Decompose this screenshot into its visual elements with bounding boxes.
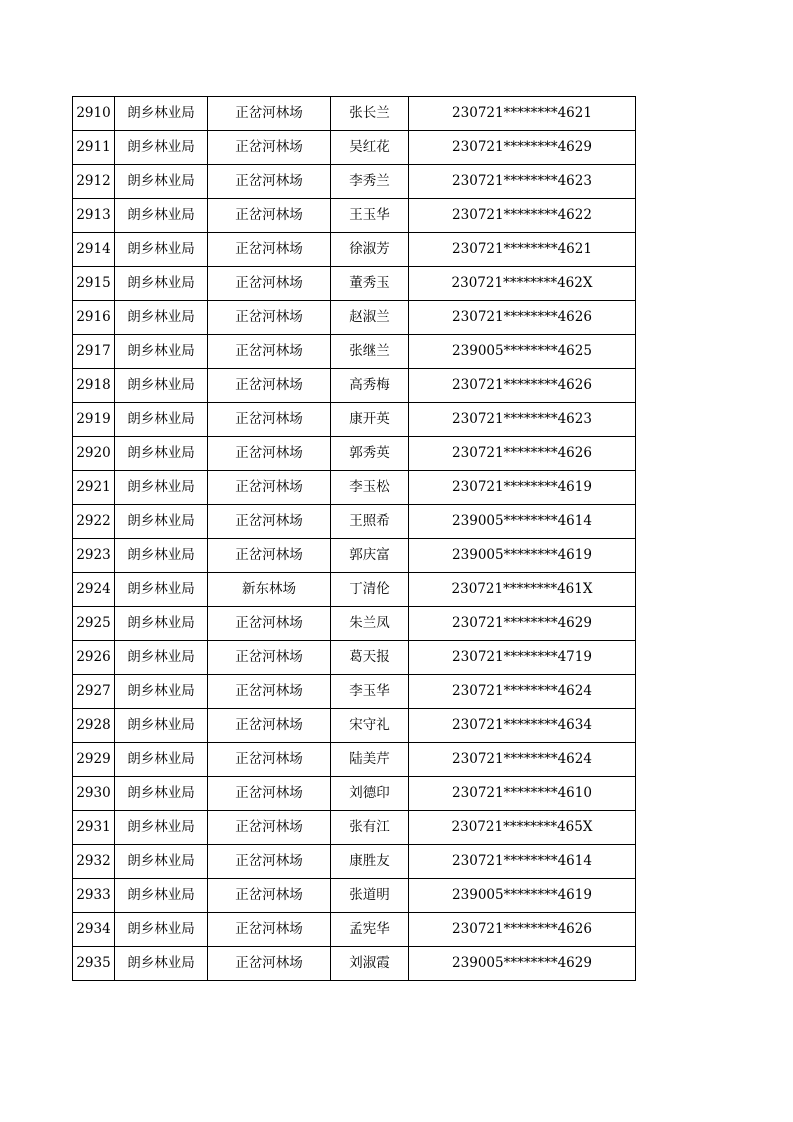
id-number-cell: 230721********4629	[409, 607, 636, 641]
forestry-bureau-cell: 朗乡林业局	[115, 777, 208, 811]
table-row	[73, 369, 636, 403]
person-name-cell: 丁清伦	[331, 573, 409, 607]
forest-farm-cell: 正岔河林场	[208, 641, 331, 675]
id-number-cell: 230721********4622	[409, 199, 636, 233]
forestry-bureau-cell: 朗乡林业局	[115, 709, 208, 743]
person-name-cell: 李秀兰	[331, 165, 409, 199]
id-number-cell: 230721********465X	[409, 811, 636, 845]
person-name-cell: 李玉华	[331, 675, 409, 709]
person-name-cell: 葛天报	[331, 641, 409, 675]
person-name-cell: 郭庆富	[331, 539, 409, 573]
id-number-cell: 230721********4623	[409, 403, 636, 437]
forestry-bureau-cell: 朗乡林业局	[115, 913, 208, 947]
person-name-cell: 郭秀英	[331, 437, 409, 471]
forestry-bureau-cell: 朗乡林业局	[115, 641, 208, 675]
table-row	[73, 97, 636, 131]
forest-farm-cell: 新东林场	[208, 573, 331, 607]
id-number-cell: 230721********4626	[409, 437, 636, 471]
row-number-cell: 2918	[73, 369, 115, 403]
person-name-cell: 王照希	[331, 505, 409, 539]
records-table	[72, 96, 636, 981]
person-name-cell: 刘淑霞	[331, 947, 409, 981]
forest-farm-cell: 正岔河林场	[208, 743, 331, 777]
person-name-cell: 徐淑芳	[331, 233, 409, 267]
forestry-bureau-cell: 朗乡林业局	[115, 811, 208, 845]
forest-farm-cell: 正岔河林场	[208, 913, 331, 947]
row-number-cell: 2935	[73, 947, 115, 981]
forestry-bureau-cell: 朗乡林业局	[115, 97, 208, 131]
person-name-cell: 吴红花	[331, 131, 409, 165]
id-number-cell: 230721********4614	[409, 845, 636, 879]
person-name-cell: 康开英	[331, 403, 409, 437]
id-number-cell: 239005********4619	[409, 879, 636, 913]
table-row	[73, 947, 636, 981]
table-row	[73, 335, 636, 369]
forest-farm-cell: 正岔河林场	[208, 947, 331, 981]
forestry-bureau-cell: 朗乡林业局	[115, 437, 208, 471]
forest-farm-cell: 正岔河林场	[208, 709, 331, 743]
forestry-bureau-cell: 朗乡林业局	[115, 403, 208, 437]
forestry-bureau-cell: 朗乡林业局	[115, 607, 208, 641]
forest-farm-cell: 正岔河林场	[208, 131, 331, 165]
person-name-cell: 陆美芹	[331, 743, 409, 777]
row-number-cell: 2927	[73, 675, 115, 709]
forest-farm-cell: 正岔河林场	[208, 403, 331, 437]
row-number-cell: 2924	[73, 573, 115, 607]
row-number-cell: 2932	[73, 845, 115, 879]
row-number-cell: 2928	[73, 709, 115, 743]
table-row	[73, 811, 636, 845]
forestry-bureau-cell: 朗乡林业局	[115, 505, 208, 539]
table-row	[73, 913, 636, 947]
table-row	[73, 845, 636, 879]
person-name-cell: 张长兰	[331, 97, 409, 131]
table-row	[73, 641, 636, 675]
forest-farm-cell: 正岔河林场	[208, 879, 331, 913]
forestry-bureau-cell: 朗乡林业局	[115, 675, 208, 709]
row-number-cell: 2921	[73, 471, 115, 505]
table-row	[73, 437, 636, 471]
person-name-cell: 孟宪华	[331, 913, 409, 947]
id-number-cell: 239005********4614	[409, 505, 636, 539]
forestry-bureau-cell: 朗乡林业局	[115, 199, 208, 233]
id-number-cell: 239005********4625	[409, 335, 636, 369]
forest-farm-cell: 正岔河林场	[208, 539, 331, 573]
id-number-cell: 239005********4629	[409, 947, 636, 981]
forestry-bureau-cell: 朗乡林业局	[115, 743, 208, 777]
person-name-cell: 王玉华	[331, 199, 409, 233]
forestry-bureau-cell: 朗乡林业局	[115, 539, 208, 573]
id-number-cell: 230721********4626	[409, 301, 636, 335]
forestry-bureau-cell: 朗乡林业局	[115, 879, 208, 913]
table-row	[73, 539, 636, 573]
forestry-bureau-cell: 朗乡林业局	[115, 369, 208, 403]
table-row	[73, 777, 636, 811]
id-number-cell: 230721********4623	[409, 165, 636, 199]
forestry-bureau-cell: 朗乡林业局	[115, 131, 208, 165]
table-row	[73, 471, 636, 505]
person-name-cell: 刘德印	[331, 777, 409, 811]
forest-farm-cell: 正岔河林场	[208, 845, 331, 879]
person-name-cell: 宋守礼	[331, 709, 409, 743]
forestry-bureau-cell: 朗乡林业局	[115, 845, 208, 879]
person-name-cell: 李玉松	[331, 471, 409, 505]
table-row	[73, 675, 636, 709]
table-row	[73, 709, 636, 743]
row-number-cell: 2916	[73, 301, 115, 335]
forest-farm-cell: 正岔河林场	[208, 233, 331, 267]
id-number-cell: 230721********4619	[409, 471, 636, 505]
row-number-cell: 2915	[73, 267, 115, 301]
id-number-cell: 230721********4621	[409, 97, 636, 131]
forest-farm-cell: 正岔河林场	[208, 811, 331, 845]
forestry-bureau-cell: 朗乡林业局	[115, 335, 208, 369]
forestry-bureau-cell: 朗乡林业局	[115, 947, 208, 981]
forestry-bureau-cell: 朗乡林业局	[115, 233, 208, 267]
row-number-cell: 2919	[73, 403, 115, 437]
person-name-cell: 董秀玉	[331, 267, 409, 301]
id-number-cell: 230721********462X	[409, 267, 636, 301]
forest-farm-cell: 正岔河林场	[208, 607, 331, 641]
table-row	[73, 743, 636, 777]
person-name-cell: 张继兰	[331, 335, 409, 369]
table-row	[73, 301, 636, 335]
forestry-bureau-cell: 朗乡林业局	[115, 573, 208, 607]
row-number-cell: 2914	[73, 233, 115, 267]
id-number-cell: 230721********4626	[409, 369, 636, 403]
row-number-cell: 2930	[73, 777, 115, 811]
table-row	[73, 607, 636, 641]
table-row	[73, 165, 636, 199]
row-number-cell: 2931	[73, 811, 115, 845]
id-number-cell: 239005********4619	[409, 539, 636, 573]
forestry-bureau-cell: 朗乡林业局	[115, 301, 208, 335]
forest-farm-cell: 正岔河林场	[208, 675, 331, 709]
row-number-cell: 2920	[73, 437, 115, 471]
table-row	[73, 879, 636, 913]
forest-farm-cell: 正岔河林场	[208, 335, 331, 369]
forest-farm-cell: 正岔河林场	[208, 97, 331, 131]
id-number-cell: 230721********4629	[409, 131, 636, 165]
person-name-cell: 高秀梅	[331, 369, 409, 403]
forest-farm-cell: 正岔河林场	[208, 301, 331, 335]
id-number-cell: 230721********4624	[409, 743, 636, 777]
forest-farm-cell: 正岔河林场	[208, 369, 331, 403]
row-number-cell: 2922	[73, 505, 115, 539]
person-name-cell: 张道明	[331, 879, 409, 913]
forest-farm-cell: 正岔河林场	[208, 267, 331, 301]
forest-farm-cell: 正岔河林场	[208, 777, 331, 811]
forestry-bureau-cell: 朗乡林业局	[115, 165, 208, 199]
table-row	[73, 267, 636, 301]
person-name-cell: 张有江	[331, 811, 409, 845]
row-number-cell: 2925	[73, 607, 115, 641]
row-number-cell: 2910	[73, 97, 115, 131]
records-table-body	[73, 97, 636, 981]
id-number-cell: 230721********4719	[409, 641, 636, 675]
row-number-cell: 2933	[73, 879, 115, 913]
id-number-cell: 230721********4610	[409, 777, 636, 811]
id-number-cell: 230721********4634	[409, 709, 636, 743]
table-row	[73, 403, 636, 437]
id-number-cell: 230721********4626	[409, 913, 636, 947]
person-name-cell: 康胜友	[331, 845, 409, 879]
forest-farm-cell: 正岔河林场	[208, 471, 331, 505]
table-row	[73, 505, 636, 539]
row-number-cell: 2934	[73, 913, 115, 947]
table-row	[73, 233, 636, 267]
forest-farm-cell: 正岔河林场	[208, 437, 331, 471]
table-row	[73, 199, 636, 233]
forest-farm-cell: 正岔河林场	[208, 165, 331, 199]
row-number-cell: 2929	[73, 743, 115, 777]
id-number-cell: 230721********4624	[409, 675, 636, 709]
forest-farm-cell: 正岔河林场	[208, 199, 331, 233]
table-row	[73, 573, 636, 607]
forest-farm-cell: 正岔河林场	[208, 505, 331, 539]
row-number-cell: 2912	[73, 165, 115, 199]
person-name-cell: 赵淑兰	[331, 301, 409, 335]
row-number-cell: 2913	[73, 199, 115, 233]
table-row	[73, 131, 636, 165]
row-number-cell: 2926	[73, 641, 115, 675]
id-number-cell: 230721********461X	[409, 573, 636, 607]
person-name-cell: 朱兰凤	[331, 607, 409, 641]
row-number-cell: 2923	[73, 539, 115, 573]
forestry-bureau-cell: 朗乡林业局	[115, 267, 208, 301]
id-number-cell: 230721********4621	[409, 233, 636, 267]
forestry-bureau-cell: 朗乡林业局	[115, 471, 208, 505]
row-number-cell: 2911	[73, 131, 115, 165]
row-number-cell: 2917	[73, 335, 115, 369]
